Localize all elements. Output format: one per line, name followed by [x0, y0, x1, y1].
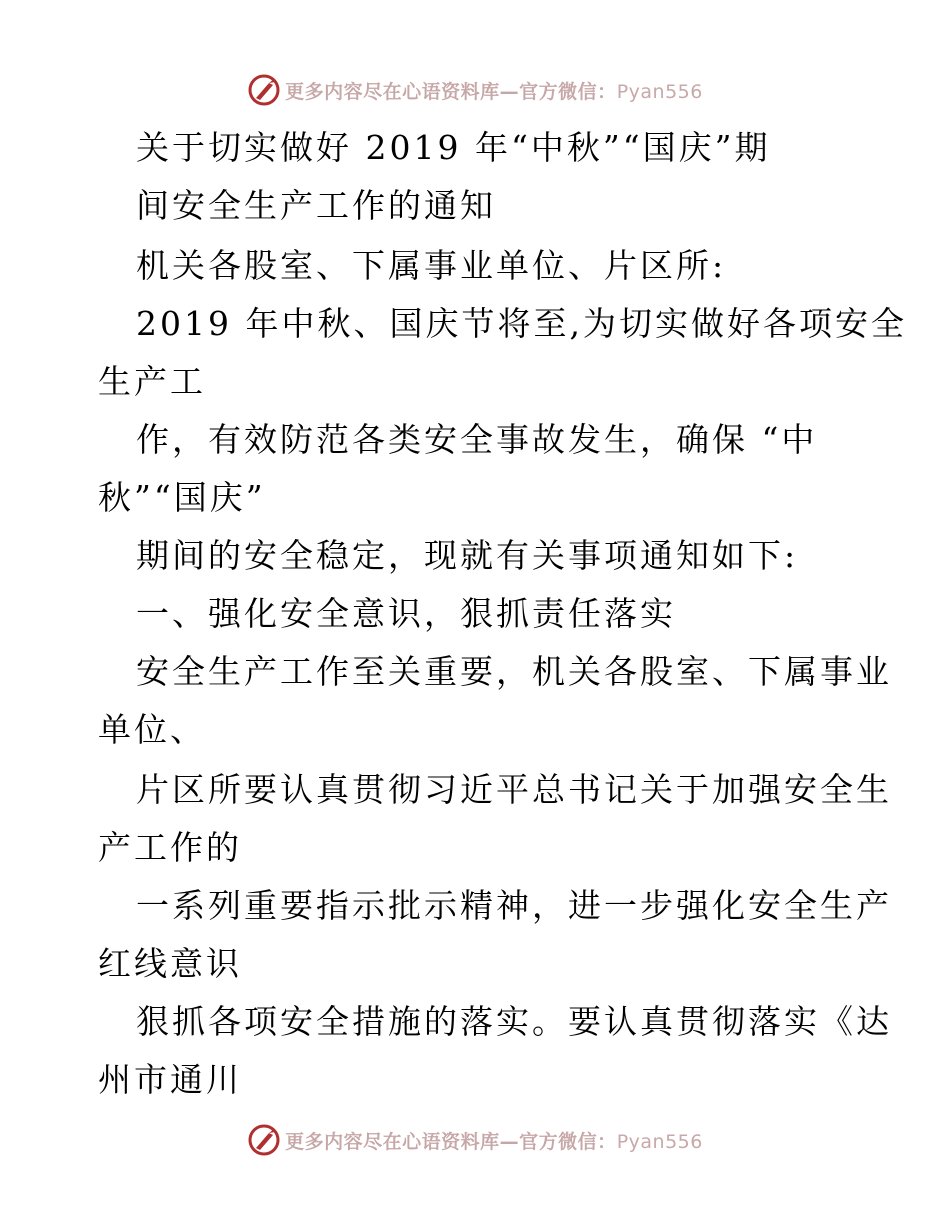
watermark-wechat-id: Pyan556 — [616, 80, 703, 103]
watermark-wechat-id: Pyan556 — [616, 1130, 703, 1153]
doc-paragraph-line: 片区所要认真贯彻习近平总书记关于加强安全生 — [136, 770, 892, 809]
doc-paragraph-line: 狠抓各项安全措施的落实。要认真贯彻落实《达 — [136, 1002, 892, 1041]
doc-paragraph-line: 秋”“国庆” — [98, 478, 266, 517]
watermark-brand: 更多内容尽在心语资料库 — [285, 80, 500, 103]
watermark-brand: 更多内容尽在心语资料库 — [285, 1130, 500, 1153]
footer-watermark — [0, 1120, 950, 1160]
doc-salutation: 机关各股室、下属事业单位、片区所: — [136, 246, 727, 285]
doc-paragraph-line: 一系列重要指示批示精神，进一步强化安全生产 — [136, 886, 892, 925]
doc-title-line-2: 间安全生产工作的通知 — [136, 186, 496, 225]
doc-paragraph-line: 2019 年中秋、国庆节将至,为切实做好各项安全 — [136, 304, 907, 343]
doc-paragraph-line: 安全生产工作至关重要，机关各股室、下属事业 — [136, 652, 892, 691]
doc-paragraph-line: 产工作的 — [98, 828, 242, 867]
doc-paragraph-line: 州市通川 — [98, 1060, 242, 1099]
doc-paragraph-line: 期间的安全稳定，现就有关事项通知如下: — [136, 536, 799, 575]
watermark-separator: —官方微信： — [499, 80, 617, 103]
doc-title-line-1: 关于切实做好 2019 年“中秋”“国庆”期 — [136, 128, 771, 167]
doc-paragraph-line: 单位、 — [98, 710, 206, 749]
doc-paragraph-line: 生产工 — [98, 362, 206, 401]
doc-paragraph-line: 作，有效防范各类安全事故发生，确保 “中 — [136, 420, 818, 459]
watermark-text — [285, 1127, 703, 1154]
watermark-separator: —官方微信： — [499, 1130, 617, 1153]
doc-paragraph-line: 红线意识 — [98, 944, 242, 983]
quill-pen-logo-icon — [247, 1123, 281, 1157]
doc-section-heading: 一、强化安全意识，狠抓责任落实 — [136, 594, 676, 633]
